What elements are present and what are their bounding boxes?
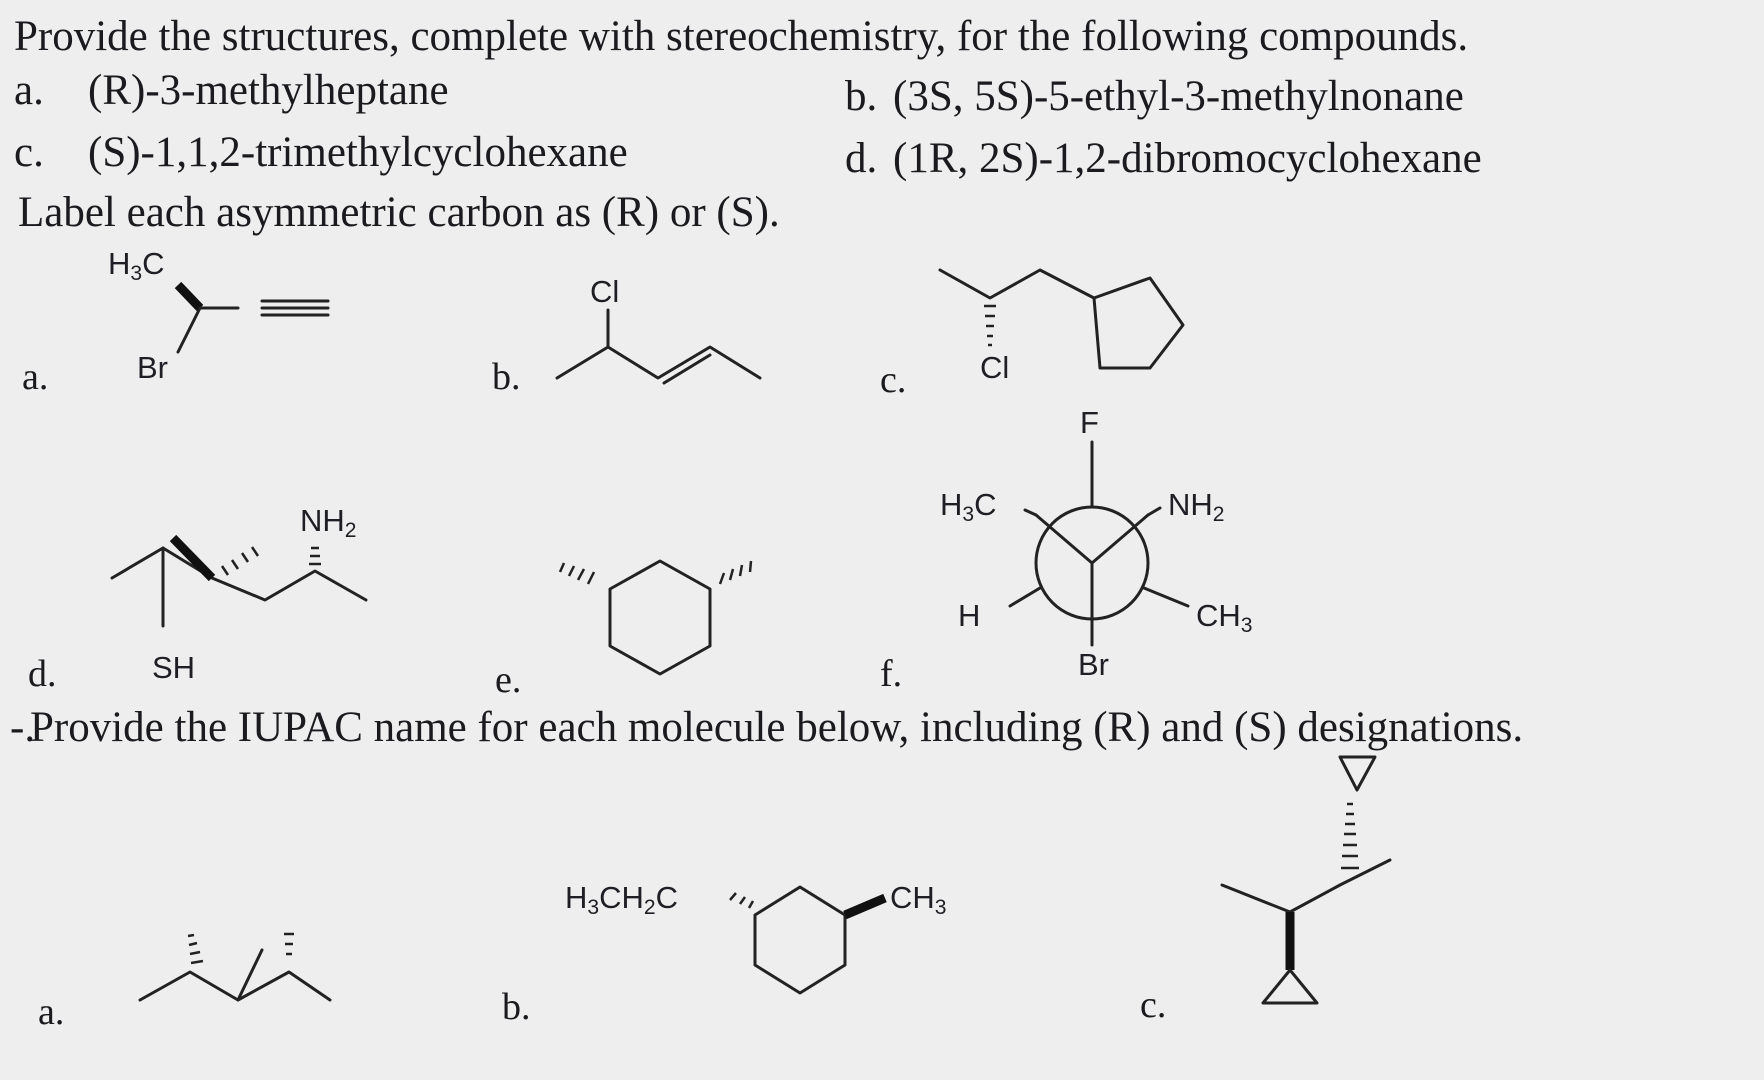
molecule-2f-newman: [1010, 442, 1188, 645]
label-2f: f.: [880, 653, 903, 695]
label-2a: a.: [22, 356, 49, 398]
molecule-2d: [112, 538, 366, 626]
molecule-3a: [140, 934, 330, 1000]
atom-2a-methyl: $H_3C$: [108, 246, 165, 285]
label-2e: e.: [495, 659, 522, 701]
atom-2f-hydrogen: H: [958, 598, 981, 633]
atom-2d-amino: $NH_2$: [300, 503, 357, 542]
atom-2d-thiol: SH: [152, 650, 196, 685]
label-3c: c.: [1140, 984, 1167, 1026]
atom-2f-methyl: $H_3C$: [940, 487, 997, 526]
item-1d-name: (1R, 2S)-1,2-dibromocyclohexane: [893, 135, 1482, 182]
item-1c-name: (S)-1,1,2-trimethylcyclohexane: [88, 129, 628, 176]
item-1d-letter: d.: [845, 135, 878, 182]
label-2d: d.: [28, 653, 57, 695]
label-2c: c.: [880, 359, 907, 401]
label-3a: a.: [38, 991, 65, 1033]
section3-instruction: Provide the IUPAC name for each molecule below, including (R) and (S) designations.: [30, 704, 1524, 751]
item-1b-letter: b.: [845, 73, 878, 120]
atom-3b-methyl: $CH_3$: [890, 880, 947, 919]
atom-2f-bromine: Br: [1078, 647, 1109, 682]
molecule-2a: [178, 285, 328, 352]
atom-2f-fluorine: F: [1080, 405, 1099, 440]
molecule-2e: [560, 561, 751, 674]
item-1a-letter: a.: [14, 67, 44, 114]
item-1c-letter: c.: [14, 129, 44, 176]
label-3b: b.: [502, 986, 531, 1028]
atom-2b-chlorine: Cl: [590, 274, 620, 309]
section2-instruction: Label each asymmetric carbon as (R) or (S).: [18, 189, 780, 236]
atom-2c-chlorine: Cl: [980, 350, 1010, 385]
section3-instruction-prefix: -.: [10, 704, 36, 751]
molecule-2c: [940, 270, 1183, 368]
atom-2a-bromine: Br: [137, 350, 168, 385]
item-1a-name: (R)-3-methylheptane: [88, 67, 449, 114]
molecule-2b: [557, 310, 760, 383]
atom-2f-amino: $NH_2$: [1168, 487, 1225, 526]
atom-3b-ethyl: $H_3CH_2C$: [565, 880, 679, 919]
molecule-3c: [1222, 757, 1390, 1003]
molecule-3b: [730, 887, 885, 993]
atom-2f-methyl-back: $CH_3$: [1196, 598, 1253, 637]
item-1b-name: (3S, 5S)-5-ethyl-3-methylnonane: [893, 73, 1464, 120]
section1-instruction: Provide the structures, complete with stereochemistry, for the following compounds.: [14, 13, 1469, 60]
label-2b: b.: [492, 356, 521, 398]
